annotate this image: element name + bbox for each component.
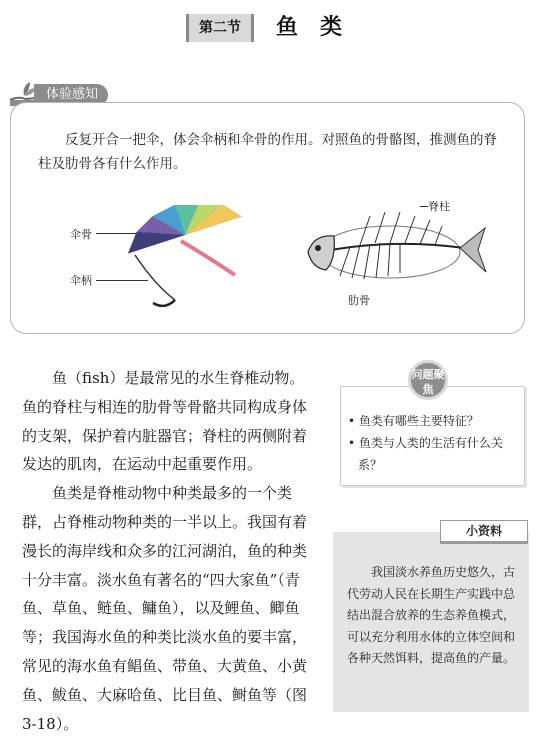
section-header <box>0 14 547 44</box>
questions-badge: 问题聚焦 <box>408 360 448 400</box>
fish-skeleton-illustration <box>300 200 490 300</box>
umbrella-ribs-label: 伞骨 <box>70 228 92 241</box>
umbrella-ribs-leader <box>96 233 136 234</box>
info-tab: 小资料 <box>440 520 528 544</box>
main-paragraph-1: 鱼（fish）是最常见的水生脊椎动物。鱼的脊柱与相连的肋骨等骨骼共同构成身体的支架，保护着内脏器官；脊柱的两侧附着发达的肌肉，在运动中起重要作用。 <box>22 369 308 474</box>
section-title: 鱼类 <box>276 15 365 40</box>
info-text: 我国淡水养鱼历史悠久，古代劳动人民在长期生产实践中总结出混合放养的生态养鱼模式，可以充分利用水体的立体空间和各种天然饵料，提高鱼的产量。 <box>347 565 516 665</box>
experience-label: 体验感知 <box>34 84 108 106</box>
umbrella-handle-leader <box>96 280 148 281</box>
main-text <box>22 364 312 738</box>
experience-text: 反复开合一把伞，体会伞柄和伞骨的作用。对照鱼的骨骼图，推测鱼的脊柱及肋骨各有什么作用。 <box>38 132 497 172</box>
umbrella-handle-label: 伞柄 <box>70 274 92 287</box>
fish-spine-leader <box>420 206 428 207</box>
main-paragraph-2: 鱼类是脊椎动物中种类最多的一个类群，占脊椎动物种类的一半以上。我国有着漫长的海岸线和众多的江河湖泊，鱼的种类十分丰富。淡水鱼有著名的“四大家鱼”（青鱼、草鱼、鲢鱼、鳙鱼），以及鲤鱼、鲫鱼等；我国海水鱼的种类比淡水鱼的要丰富，常见的海水鱼有鲳鱼、带鱼、大黄鱼、小黄鱼、鲅鱼、大麻哈鱼、比目鱼、鲥鱼等（图 3-18）。 <box>22 484 308 733</box>
question-item: • 鱼类与人类的生活有什么关系？ <box>348 436 503 472</box>
fish-ribs-label: 肋骨 <box>348 294 370 307</box>
question-item: • 鱼类有哪些主要特征？ <box>348 414 479 428</box>
section-number: 第二节 <box>186 14 254 42</box>
fish-spine-label: 脊柱 <box>428 200 450 213</box>
umbrella-illustration <box>95 205 255 315</box>
questions-list <box>348 410 520 476</box>
